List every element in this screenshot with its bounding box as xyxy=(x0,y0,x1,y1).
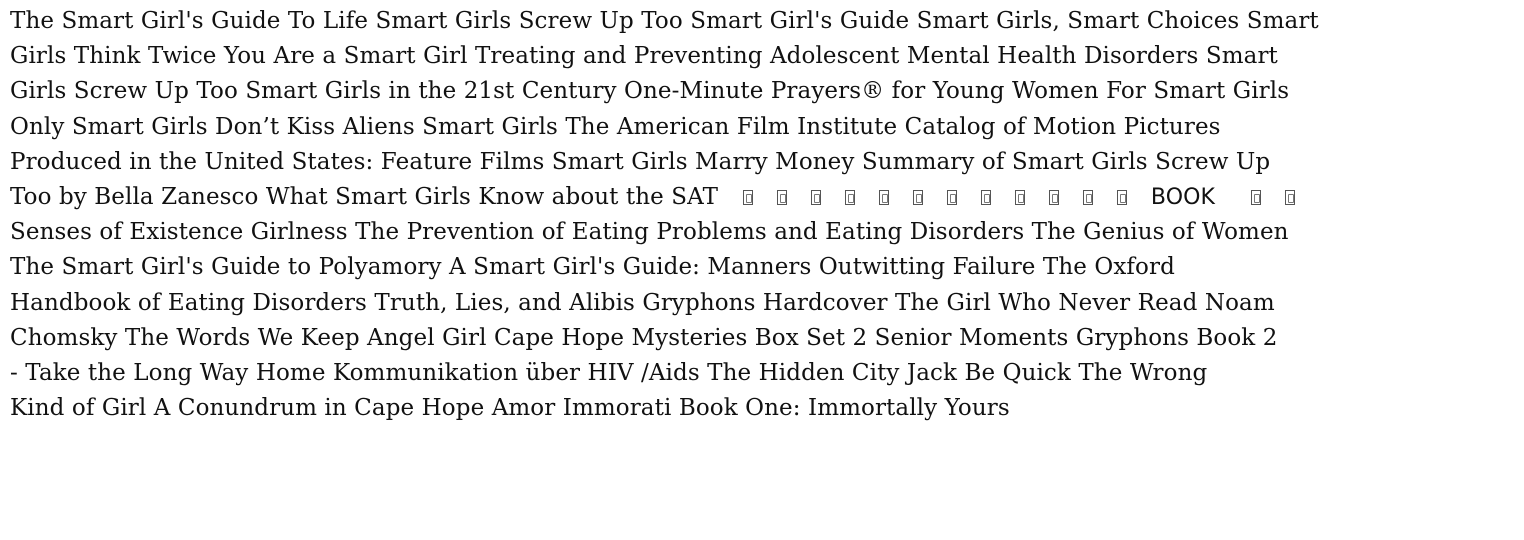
text-line-9: Handbook of Eating Disorders Truth, Lies, and Alibis Gryphons Hardcover The Girl Who Never Read Noam xyxy=(10,289,1275,316)
text-line-10: Chomsky The Words We Keep Angel Girl Cape Hope Mysteries Box Set 2 Senior Moments Gryphons Book 2 xyxy=(10,324,1278,351)
missing-glyph-icon xyxy=(1117,190,1127,205)
missing-glyph-icon xyxy=(1049,190,1059,205)
missing-glyph-icon xyxy=(1251,190,1261,205)
missing-glyph-icon xyxy=(981,190,991,205)
missing-glyph-icon xyxy=(913,190,923,205)
missing-glyph-icon xyxy=(1015,190,1025,205)
text-line-8: The Smart Girl's Guide to Polyamory A Smart Girl's Guide: Manners Outwitting Failure The Oxford xyxy=(10,254,1175,281)
book-title-list xyxy=(10,4,1516,426)
text-line-1: The Smart Girl's Guide To Life Smart Girls Screw Up Too Smart Girl's Guide Smart Girls, Smart Choices Smart xyxy=(10,8,1319,34)
text-line-5: Produced in the United States: Feature Films Smart Girls Marry Money Summary of Smart Girls Screw Up xyxy=(10,148,1271,175)
text-line-7: Senses of Existence Girlness The Prevention of Eating Problems and Eating Disorders The Genius of Women xyxy=(10,219,1289,246)
text-line-3: Girls Screw Up Too Smart Girls in the 21st Century One-Minute Prayers® for Young Women For Smart Girls xyxy=(10,78,1290,105)
missing-glyph-icon xyxy=(1285,190,1295,205)
text-line-4: Only Smart Girls Don’t Kiss Aliens Smart Girls The American Film Institute Catalog of Motion Pictures xyxy=(10,113,1221,140)
missing-glyph-icon xyxy=(879,190,889,205)
text-line-2: Girls Think Twice You Are a Smart Girl Treating and Preventing Adolescent Mental Health Disorders Smart xyxy=(10,43,1278,70)
missing-glyph-icon xyxy=(777,190,787,205)
missing-glyph-icon xyxy=(947,190,957,205)
missing-glyph-icon xyxy=(743,190,753,205)
missing-glyph-icon xyxy=(845,190,855,205)
missing-glyph-row-end xyxy=(1239,184,1307,210)
missing-glyph-row xyxy=(731,184,1146,210)
book-word: BOOK xyxy=(1150,185,1216,211)
missing-glyph-icon xyxy=(1083,190,1093,205)
text-line-11: - Take the Long Way Home Kommunikation über HIV /Aids The Hidden City Jack Be Quick The Wrong xyxy=(10,360,1208,387)
text-line-6-text: Too by Bella Zanesco What Smart Girls Know about the SAT xyxy=(10,184,719,211)
missing-glyph-icon xyxy=(811,190,821,205)
text-line-12: Kind of Girl A Conundrum in Cape Hope Amor Immorati Book One: Immortally Yours xyxy=(10,395,1010,422)
text-line-6 xyxy=(10,180,1516,215)
